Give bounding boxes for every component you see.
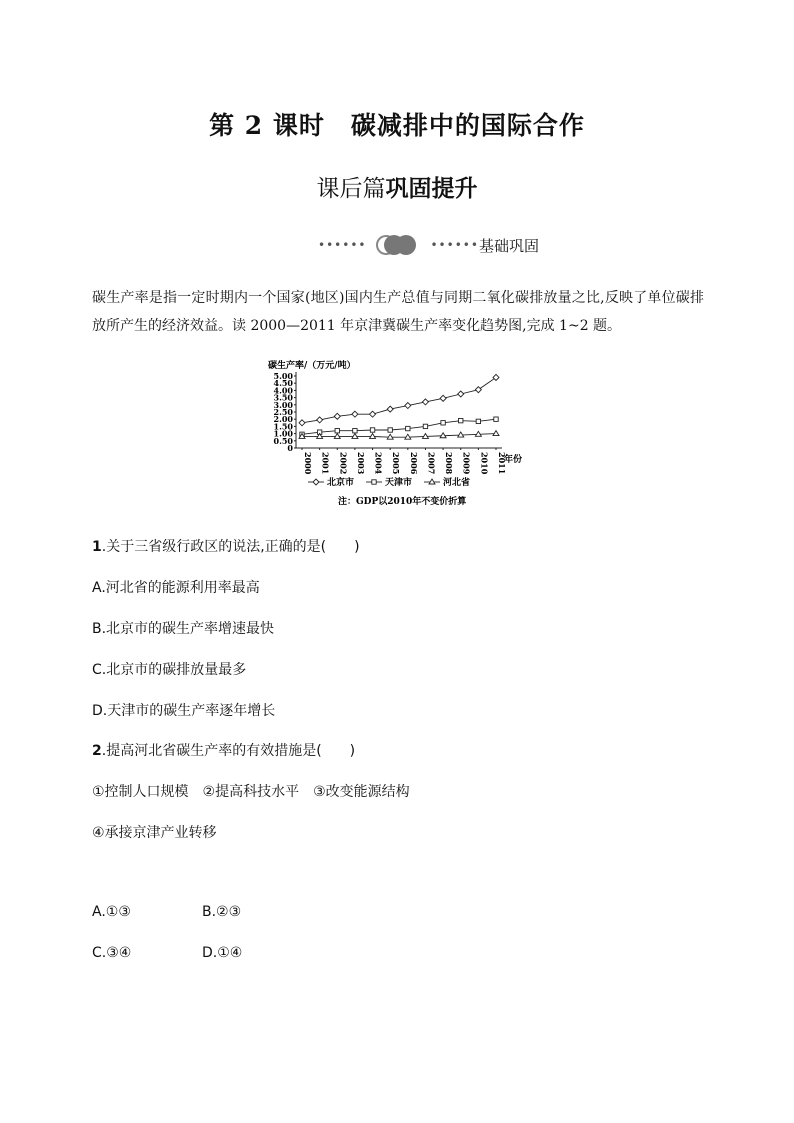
data-point <box>353 429 357 433</box>
x-tick-label: 2005 <box>391 452 402 475</box>
chart-series <box>299 374 499 439</box>
data-point <box>313 479 319 485</box>
question-1-number: 1 <box>92 539 102 555</box>
intro-paragraph: 碳生产率是指一定时期内一个国家(地区)国内生产总值与同期二氧化碳排放量之比,反映了单位碳排放所产生的经济效益。读 2000—2011 年京津冀碳生产率变化趋势图,完成 1~2 题。 <box>92 290 704 334</box>
chart-xlabel: 年份 <box>504 455 523 465</box>
question-2-option-d[interactable]: D.①④ <box>202 945 243 961</box>
question-1-stem <box>92 536 360 556</box>
data-point <box>459 418 463 422</box>
dots-right-decoration: •••••• <box>430 238 479 252</box>
question-2-option-b[interactable]: B.②③ <box>202 904 242 920</box>
x-tick-label: 2010 <box>479 452 490 475</box>
series-diamond <box>299 374 499 425</box>
legend-label: 河北省 <box>443 478 471 488</box>
data-point <box>440 395 446 401</box>
y-tick-label: 5.00 <box>273 371 293 381</box>
x-tick-label: 2000 <box>303 452 313 475</box>
data-point <box>441 421 445 425</box>
data-point <box>406 426 410 430</box>
question-1-option-b[interactable]: B.北京市的碳生产率增速最快 <box>92 621 275 637</box>
y-tick-label: 3.50 <box>273 392 293 403</box>
data-point <box>370 433 376 438</box>
data-point <box>475 387 481 393</box>
x-tick-label: 2002 <box>338 452 349 475</box>
data-point <box>405 403 411 409</box>
chart-xticks <box>302 448 507 475</box>
legend-label: 北京市 <box>327 478 355 488</box>
question-1-option-d[interactable]: D.天津市的碳生产率逐年增长 <box>92 703 276 719</box>
data-point <box>387 406 393 412</box>
y-tick-label: 2.50 <box>273 407 293 417</box>
x-tick-label: 2006 <box>408 452 419 475</box>
data-point <box>388 428 392 432</box>
data-point <box>370 428 374 432</box>
y-tick-label: 2.00 <box>273 414 293 425</box>
data-point <box>352 411 358 417</box>
data-point <box>423 424 427 428</box>
x-tick-label: 2011 <box>497 452 507 475</box>
x-tick-label: 2009 <box>461 452 472 475</box>
data-point <box>494 417 498 421</box>
carbon-productivity-chart <box>266 356 546 508</box>
data-point <box>493 431 499 436</box>
data-point <box>429 479 435 484</box>
chart-ylabel: 碳生产率/（万元/吨） <box>268 361 356 371</box>
chart-note: 注：GDP以2010年不变价折算 <box>338 497 467 507</box>
question-2-stem <box>92 740 355 760</box>
y-tick-label: 1.00 <box>273 428 293 439</box>
x-tick-label: 2008 <box>444 452 455 475</box>
x-tick-label: 2001 <box>320 452 331 475</box>
question-2-text: .提高河北省碳生产率的有效措施是( ) <box>101 743 356 759</box>
data-point <box>493 374 499 380</box>
question-1-option-a[interactable]: A.河北省的能源利用率最高 <box>92 580 260 596</box>
section-header <box>318 234 539 256</box>
data-point <box>317 417 323 423</box>
y-tick-label: 4.50 <box>273 378 293 389</box>
section-label: 基础巩固 <box>478 236 539 255</box>
y-tick-label: 1.50 <box>273 421 293 432</box>
y-tick-label: 3.00 <box>273 399 293 410</box>
series-square <box>300 417 498 437</box>
question-2-option-c[interactable]: C.③④ <box>92 945 132 961</box>
question-2-items-line1: ①控制人口规模 ②提高科技水平 ③改变能源结构 <box>92 784 410 800</box>
question-2-items-line2: ④承接京津产业转移 <box>92 825 217 841</box>
series-line <box>302 419 496 434</box>
data-point <box>334 433 340 438</box>
x-tick-label: 2003 <box>355 452 366 475</box>
legend-label: 天津市 <box>385 478 413 488</box>
question-1-option-c[interactable]: C.北京市的碳排放量最多 <box>92 662 247 678</box>
data-point <box>335 429 339 433</box>
dots-left-decoration: •••••• <box>318 238 367 252</box>
series-line <box>302 434 496 438</box>
y-tick-label: 0 <box>287 443 293 453</box>
y-tick-label: 0.50 <box>273 435 293 446</box>
series-triangle <box>299 431 499 440</box>
data-point <box>476 419 480 423</box>
double-circle-icon <box>372 234 420 256</box>
x-tick-label: 2007 <box>426 452 437 475</box>
data-point <box>299 420 305 426</box>
data-point <box>334 413 340 419</box>
question-2-option-a[interactable]: A.①③ <box>92 904 131 920</box>
data-point <box>352 433 358 438</box>
data-point <box>372 480 376 484</box>
series-line <box>302 377 496 422</box>
chart-legend <box>308 476 470 488</box>
y-tick-label: 4.00 <box>273 385 293 396</box>
data-point <box>370 411 376 417</box>
subtitle-bold: 巩固提升 <box>385 176 478 202</box>
chart-yticks <box>274 371 296 453</box>
x-tick-label: 2004 <box>373 452 384 475</box>
subtitle-normal: 课后篇 <box>316 176 386 202</box>
question-2-number: 2 <box>92 743 102 759</box>
page-title: 第 2 课时 碳减排中的国际合作 <box>209 111 585 140</box>
data-point <box>458 391 464 397</box>
data-point <box>422 399 428 405</box>
page-subtitle <box>0 170 794 203</box>
question-1-text: .关于三省级行政区的说法,正确的是( ) <box>101 539 360 555</box>
